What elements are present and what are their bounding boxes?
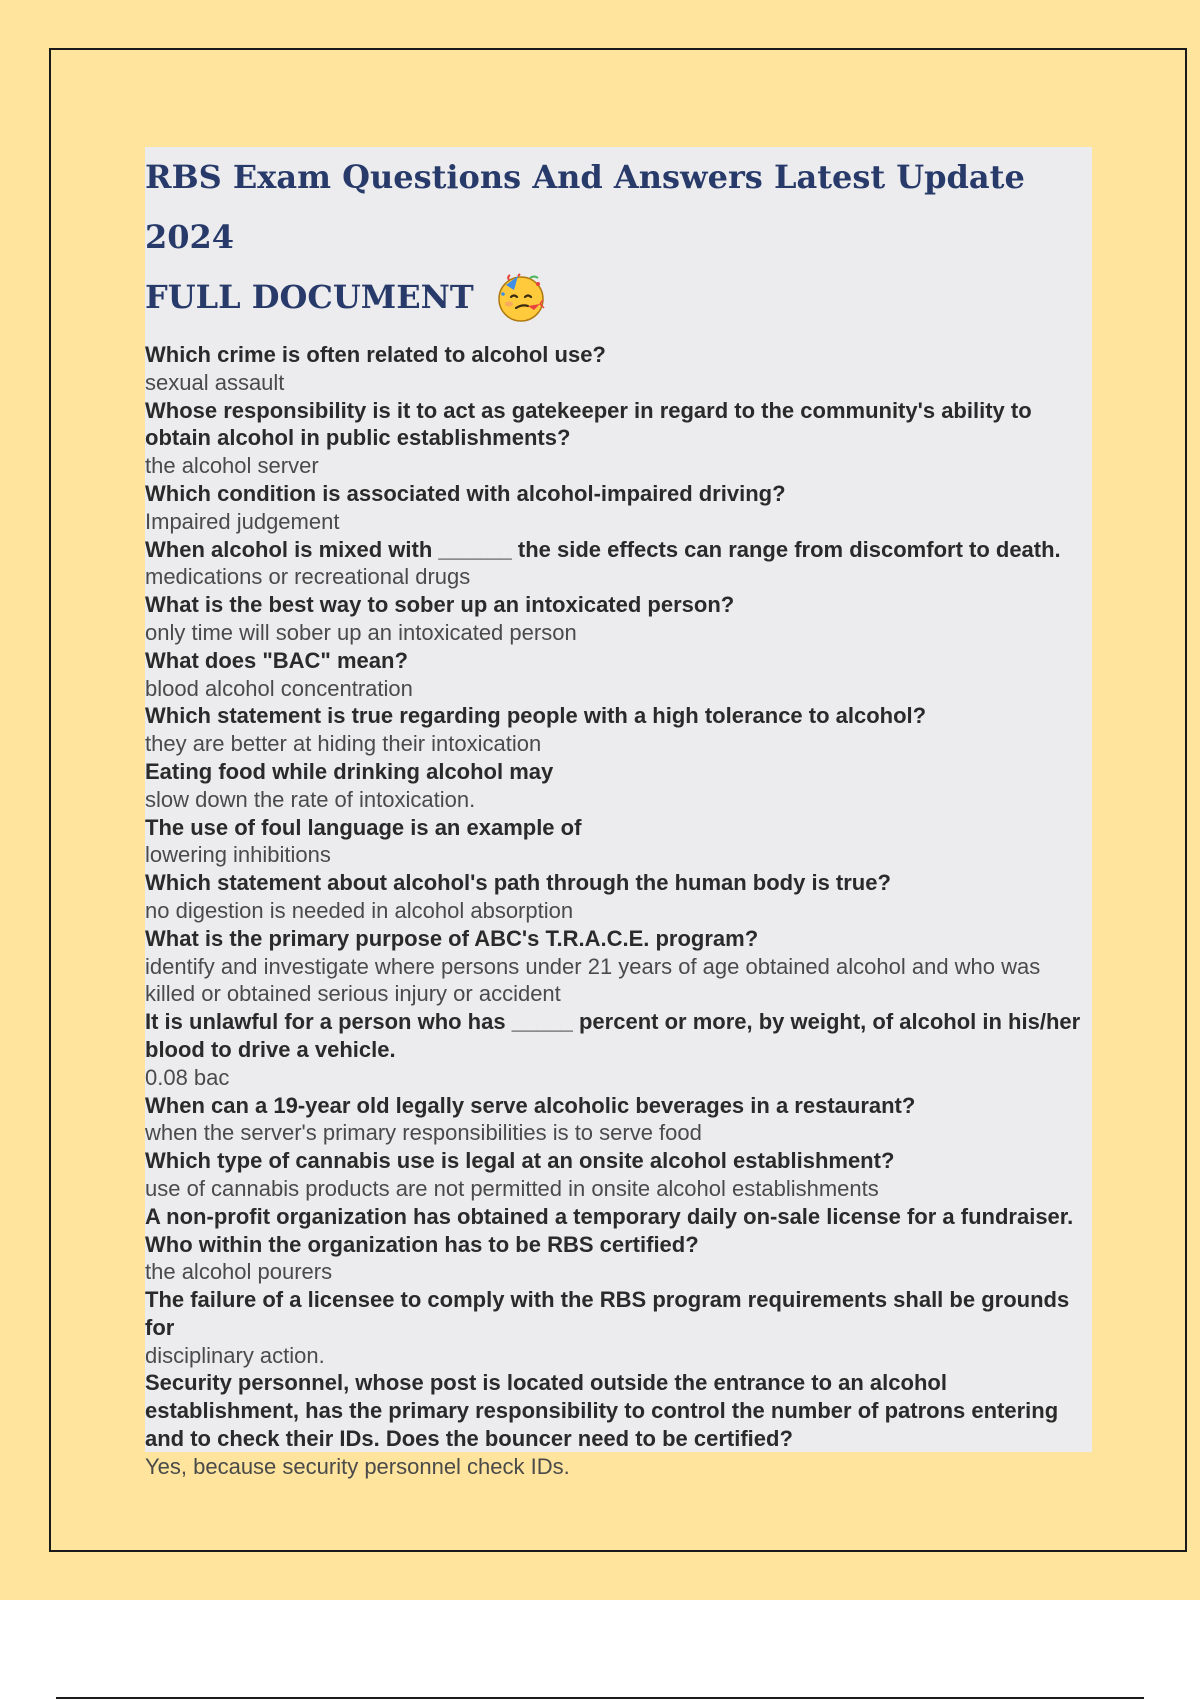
content-area xyxy=(145,147,1092,1479)
answer-text: blood alcohol concentration xyxy=(145,675,413,701)
qa-item xyxy=(145,480,1092,536)
question-text: When can a 19-year old legally serve alcoholic beverages in a restaurant? xyxy=(145,1092,916,1118)
question-text: Security personnel, whose post is located outside the entrance to an alcohol establishment, has the primary responsibility to control the number of patrons entering and to check their IDs. Does the bouncer need to be certified? xyxy=(145,1370,1059,1452)
answer-text: Yes, because security personnel check IDs. xyxy=(145,1453,570,1479)
question-text: What is the primary purpose of ABC's T.R.A.C.E. program? xyxy=(145,925,759,951)
qa-item xyxy=(145,814,1092,870)
answer-text: lowering inhibitions xyxy=(145,842,331,868)
document-title xyxy=(145,147,1092,327)
answer-text: medications or recreational drugs xyxy=(145,564,471,590)
qa-item xyxy=(145,702,1092,758)
qa-item xyxy=(145,869,1092,925)
title-line-2-row xyxy=(145,267,1092,327)
qa-item xyxy=(145,591,1092,647)
question-text: The use of foul language is an example of xyxy=(145,814,582,840)
answer-text: no digestion is needed in alcohol absorption xyxy=(145,897,574,923)
question-text: Whose responsibility is it to act as gatekeeper in regard to the community's ability to obtain alcohol in public establishments? xyxy=(145,397,1032,451)
answer-text: slow down the rate of intoxication. xyxy=(145,786,476,812)
answer-text: use of cannabis products are not permitted in onsite alcohol establishments xyxy=(145,1175,879,1201)
question-text: Which statement about alcohol's path through the human body is true? xyxy=(145,870,891,896)
answer-text: Impaired judgement xyxy=(145,508,340,534)
question-text: Which statement is true regarding people with a high tolerance to alcohol? xyxy=(145,703,927,729)
question-text: Eating food while drinking alcohol may xyxy=(145,758,554,784)
qa-item xyxy=(145,1369,1092,1480)
qa-item xyxy=(145,1008,1092,1091)
title-line-1: RBS Exam Questions And Answers Latest Update 2024 xyxy=(145,158,1025,256)
qa-item xyxy=(145,397,1092,480)
question-text: Which condition is associated with alcohol-impaired driving? xyxy=(145,480,786,506)
answer-text: disciplinary action. xyxy=(145,1342,325,1368)
question-text: The failure of a licensee to comply with the RBS program requirements shall be grounds for xyxy=(145,1287,1070,1340)
question-text: Which type of cannabis use is legal at an onsite alcohol establishment? xyxy=(145,1148,895,1174)
qa-item xyxy=(145,758,1092,814)
footer-divider xyxy=(56,1697,1144,1699)
question-text: It is unlawful for a person who has _____ percent or more, by weight, of alcohol in his/her blood to drive a vehicle. xyxy=(145,1009,1081,1062)
qa-item xyxy=(145,536,1092,592)
answer-text: 0.08 bac xyxy=(145,1064,230,1090)
question-text: What does "BAC" mean? xyxy=(145,647,408,673)
qa-item xyxy=(145,1286,1092,1369)
question-text: When alcohol is mixed with ______ the side effects can range from discomfort to death. xyxy=(145,536,1061,562)
qa-item xyxy=(145,1203,1092,1286)
qa-item xyxy=(145,1147,1092,1203)
answer-text: identify and investigate where persons under 21 years of age obtained alcohol and who was killed or obtained serious injury or accident xyxy=(145,953,1041,1007)
answer-text: the alcohol server xyxy=(145,453,319,479)
title-line-2: FULL DOCUMENT xyxy=(145,278,474,316)
answer-text: the alcohol pourers xyxy=(145,1259,333,1285)
qa-item xyxy=(145,341,1092,397)
qa-list xyxy=(145,341,1092,1481)
answer-text: sexual assault xyxy=(145,369,285,395)
question-text: Which crime is often related to alcohol use? xyxy=(145,342,606,367)
answer-text: they are better at hiding their intoxication xyxy=(145,731,542,757)
qa-item xyxy=(145,647,1092,703)
question-text: A non-profit organization has obtained a temporary daily on-sale license for a fundraiser. Who within the organization has to be RBS certified? xyxy=(145,1203,1074,1257)
answer-text: when the server's primary responsibilities is to serve food xyxy=(145,1120,702,1146)
question-text: What is the best way to sober up an intoxicated person? xyxy=(145,592,735,618)
qa-item xyxy=(145,1092,1092,1148)
answer-text: only time will sober up an intoxicated person xyxy=(145,619,577,645)
qa-item xyxy=(145,925,1092,1008)
partying-face-icon xyxy=(494,270,548,324)
